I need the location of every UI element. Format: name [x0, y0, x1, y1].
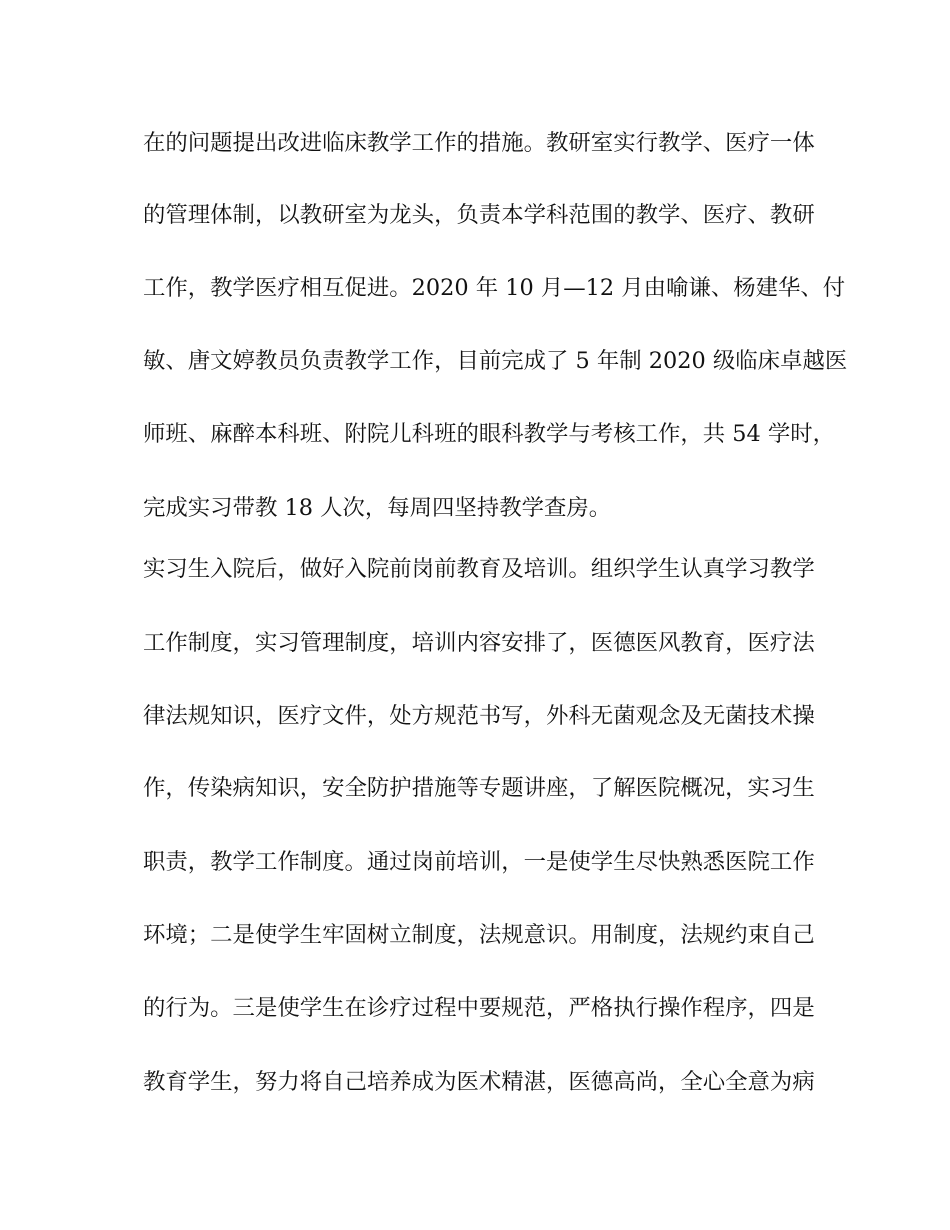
text-line: 完成实习带教 18 人次，每周四坚持教学查房。 [143, 495, 612, 521]
text-line: 的管理体制，以教研室为龙头，负责本学科范围的教学、医疗、教研 [143, 202, 815, 228]
text-line: 教育学生，努力将自己培养成为医术精湛，医德高尚，全心全意为病 [143, 1069, 815, 1095]
text-line: 环境；二是使学生牢固树立制度，法规意识。用制度，法规约束自己 [143, 922, 815, 948]
text-line: 工作，教学医疗相互促进。2020 年 10 月—12 月由喻谦、杨建华、付 [143, 275, 846, 301]
text-line: 的行为。三是使学生在诊疗过程中要规范，严格执行操作程序，四是 [143, 995, 815, 1021]
text-line: 职责，教学工作制度。通过岗前培训，一是使学生尽快熟悉医院工作 [143, 849, 815, 875]
text-line: 实习生入院后，做好入院前岗前教育及培训。组织学生认真学习教学 [143, 556, 815, 582]
text-line: 律法规知识，医疗文件，处方规范书写，外科无菌观念及无菌技术操 [143, 703, 815, 729]
text-line: 在的问题提出改进临床教学工作的措施。教研室实行教学、医疗一体 [143, 130, 815, 156]
text-line: 作，传染病知识，安全防护措施等专题讲座，了解医院概况，实习生 [143, 775, 815, 801]
text-line: 敏、唐文婷教员负责教学工作，目前完成了 5 年制 2020 级临床卓越医 [143, 348, 848, 374]
text-line: 师班、麻醉本科班、附院儿科班的眼科教学与考核工作，共 54 学时， [143, 421, 836, 447]
text-line: 工作制度，实习管理制度，培训内容安排了，医德医风教育，医疗法 [143, 630, 815, 656]
